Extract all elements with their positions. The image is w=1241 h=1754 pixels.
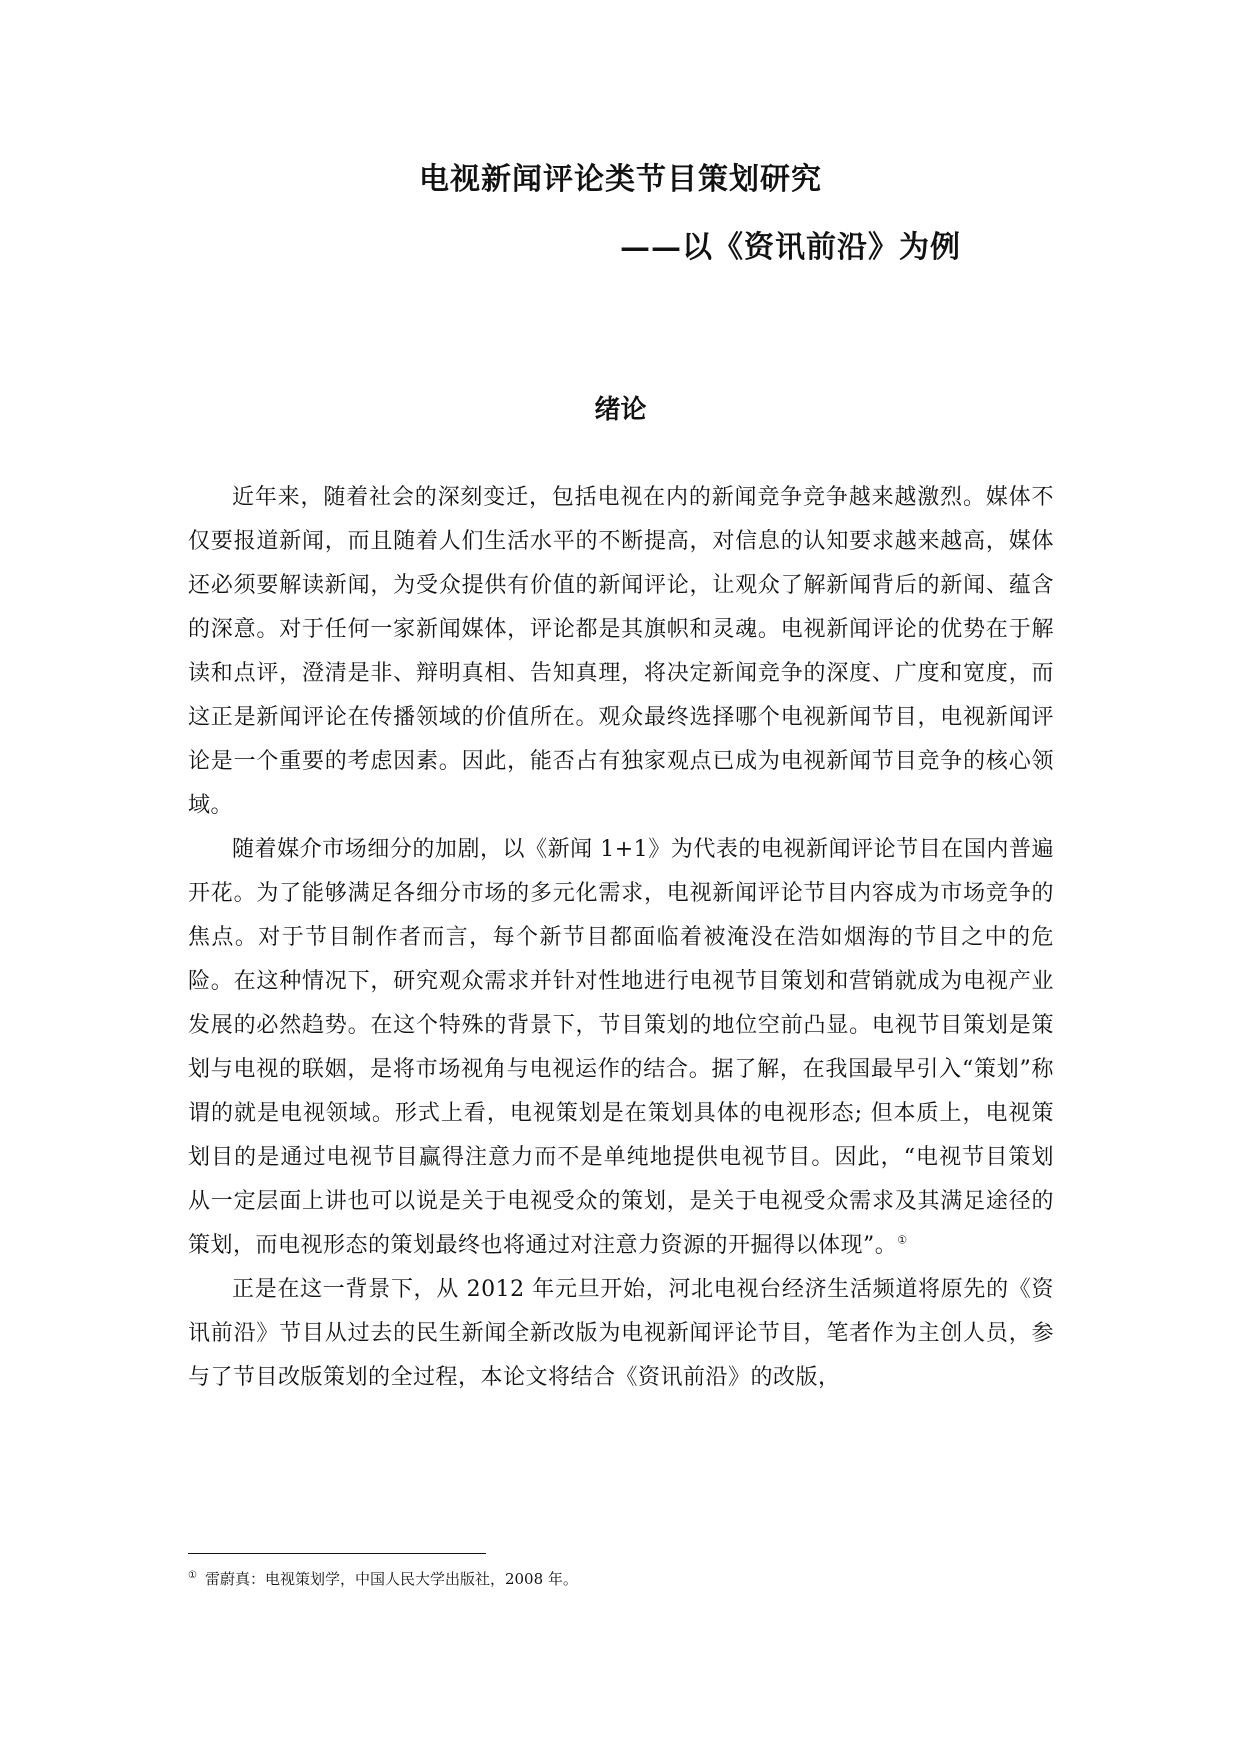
document-title: 电视新闻评论类节目策划研究 [419,162,822,197]
footnote-mark: ① [188,1570,197,1581]
body-text [188,476,1054,1400]
footnote-divider [188,1553,486,1554]
paragraph-1 [188,476,1054,828]
paragraph-2-text: 随着媒介市场细分的加剧，以《新闻 1+1》为代表的电视新闻评论节目在国内普遍开花。为了能够满足各细分市场的多元化需求，电视新闻评论节目内容成为市场竞争的焦点。对于节目制作者而言，每个新节目都面临着被淹没在浩如烟海的节目之中的危险。在这种情况下，研究观众需求并针对性地进行电视节目策划和营销就成为电视产业发展的必然趋势。在这个特殊的背景下，节目策划的地位空前凸显。电视节目策划是策划与电视的联姻，是将市场视角与电视运作的结合。据了解，在我国最早引入“策划”称谓的就是电视领域。形式上看，电视策划是在策划具体的电视形态; 但本质上，电视策划目的是通过电视节目赢得注意力而不是单纯地提供电视节目。因此，“电视节目策划从一定层面上讲也可以说是关于电视受众的策划，是关于电视受众需求及其满足途径的策划，而电视形态的策划最终也将通过对注意力资源的开掘得以体现”。 [188,837,1054,1258]
section-heading: 绪论 [594,395,647,425]
paragraph-3-text: 正是在这一背景下，从 2012 年元旦开始，河北电视台经济生活频道将原先的《资讯前沿》节目从过去的民生新闻全新改版为电视新闻评论节目，笔者作为主创人员，参与了节目改版策划的全过程，本论文将结合《资讯前沿》的改版， [188,1277,1054,1390]
paragraph-3 [188,1268,1054,1400]
paragraph-2 [188,828,1054,1268]
footnote-text: 雷蔚真：电视策划学，中国人民大学出版社，2008 年。 [204,1570,578,1588]
document-subtitle: ——以《资讯前沿》为例 [620,230,961,265]
footnote [188,1568,1054,1590]
footnote-reference[interactable]: ① [897,1233,908,1247]
paragraph-1-text: 近年来，随着社会的深刻变迁，包括电视在内的新闻竞争竞争越来越激烈。媒体不仅要报道新闻，而且随着人们生活水平的不断提高，对信息的认知要求越来越高，媒体还必须要解读新闻，为受众提供有价值的新闻评论，让观众了解新闻背后的新闻、蕴含的深意。对于任何一家新闻媒体，评论都是其旗帜和灵魂。电视新闻评论的优势在于解读和点评，澄清是非、辩明真相、告知真理，将决定新闻竞争的深度、广度和宽度，而这正是新闻评论在传播领域的价值所在。观众最终选择哪个电视新闻节目，电视新闻评论是一个重要的考虑因素。因此，能否占有独家观点已成为电视新闻节目竞争的核心领域。 [188,485,1054,818]
